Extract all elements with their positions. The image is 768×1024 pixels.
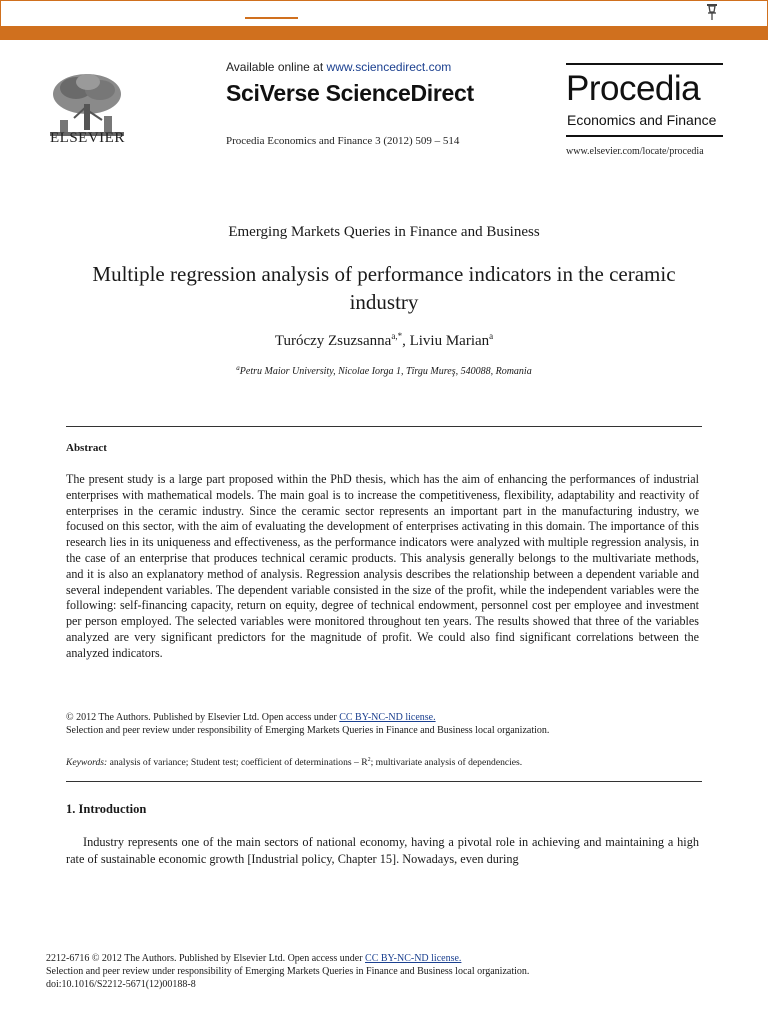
- toolbar-frame: [0, 0, 768, 26]
- availability-prefix: Available online at: [226, 60, 327, 74]
- elsevier-wordmark: ELSEVIER: [50, 130, 125, 146]
- pin-icon[interactable]: [704, 2, 720, 22]
- journal-brand: Procedia: [566, 69, 701, 108]
- author-affiliation-mark: a,*: [391, 331, 403, 341]
- author-name: Turóczy Zsuzsanna: [274, 333, 392, 349]
- keywords-superscript: 2: [367, 757, 371, 763]
- keywords-text: ; multivariate analysis of dependencies.: [370, 757, 523, 768]
- platform-name: SciVerse ScienceDirect: [226, 80, 474, 106]
- conference-name: Emerging Markets Queries in Finance and Business: [228, 224, 540, 240]
- journal-url[interactable]: www.elsevier.com/locate/procedia: [566, 146, 704, 157]
- keywords: [66, 757, 706, 768]
- copyright-notice: [66, 711, 706, 737]
- footer-license-link[interactable]: CC BY-NC-ND license.: [365, 953, 462, 964]
- brand-rule-bottom: [566, 135, 723, 137]
- copyright-text: © 2012 The Authors. Published by Elsevier Ltd. Open access under: [66, 712, 340, 723]
- journal-subtitle: Economics and Finance: [567, 112, 717, 128]
- brand-rule-top: [566, 63, 723, 65]
- footer-issn: 2212-6716 © 2012 The Authors. Published by Elsevier Ltd. Open access under: [46, 953, 366, 964]
- peer-review-note: Selection and peer review under responsibility of Emerging Markets Queries in Finance and Business local organization.: [66, 725, 550, 736]
- author-separator: ,: [402, 333, 410, 349]
- keywords-label: Keywords:: [66, 757, 108, 768]
- viewer-toolbar: [0, 0, 768, 40]
- author-affiliation-mark: a: [489, 331, 494, 341]
- affiliation-mark: a: [236, 364, 240, 372]
- author-name: Liviu Marian: [409, 333, 490, 349]
- affiliation: [0, 364, 768, 377]
- license-link[interactable]: CC BY-NC-ND license.: [339, 712, 436, 723]
- abstract-rule-bottom: [66, 781, 702, 782]
- abstract-body: The present study is a large part proposed within the PhD thesis, which has the aim of enhancing the performances of industrial enterprises with mathematical models. The main goal is to increase the competitiveness, flexibility, adaptability and reactivity of enterprises in the ceramic industry. Since the ceramic sector represents an important part in the manufacturing industry, we focused on this sector, with the aim of evaluating the development of enterprises activating in this domain. The importance of this research lies in its uniqueness and effectiveness, as the performance indicators were analyzed with multiple regression analysis, in the case of an enterprise that produces technical ceramic products. This analysis generally belongs to the multivariate methods, and it is also an explanatory method of analysis. Regression analysis describes the relationship between a dependent variable and several independent variables. The dependent variable consisted in the size of the profit, while the independent variables were the following: self-financing capacity, return on equity, degree of technical endowment, personnel cost per employee and investment per person employed. The selected variables were monitored throughout ten years. The results showed that three of the variables analyzed are very significant predictors for the magnitude of profit. We could also find significant correlations between the analyzed indicators.: [66, 472, 699, 660]
- footer-peer-review: Selection and peer review under responsibility of Emerging Markets Queries in Finance and Business local organization.: [46, 966, 530, 977]
- author-list: [0, 331, 768, 350]
- section-body: Industry represents one of the main sectors of national economy, having a pivotal role in achieving and maintaining a high rate of sustainable economic growth [Industrial policy, Chapter 15]. Nowadays, even during: [66, 835, 699, 866]
- keywords-text: analysis of variance; Student test; coefficient of determinations – R: [107, 757, 368, 768]
- abstract-rule-top: [66, 426, 702, 427]
- availability-line: [226, 60, 451, 74]
- journal-reference: Procedia Economics and Finance 3 (2012) 509 – 514: [226, 135, 460, 147]
- sciencedirect-link[interactable]: www.sciencedirect.com: [326, 60, 452, 74]
- section-heading: 1. Introduction: [66, 802, 147, 816]
- accent-band: [0, 26, 768, 40]
- paper-title: Multiple regression analysis of performance indicators in the ceramic industry: [92, 262, 676, 314]
- affiliation-text: Petru Maior University, Nicolae Iorga 1, Tîrgu Mureş, 540088, Romania: [239, 366, 532, 377]
- page-footer: [46, 952, 726, 991]
- active-tab-indicator[interactable]: [245, 17, 298, 19]
- footer-doi[interactable]: doi:10.1016/S2212-5671(12)00188-8: [46, 979, 196, 990]
- abstract-heading: Abstract: [66, 442, 107, 454]
